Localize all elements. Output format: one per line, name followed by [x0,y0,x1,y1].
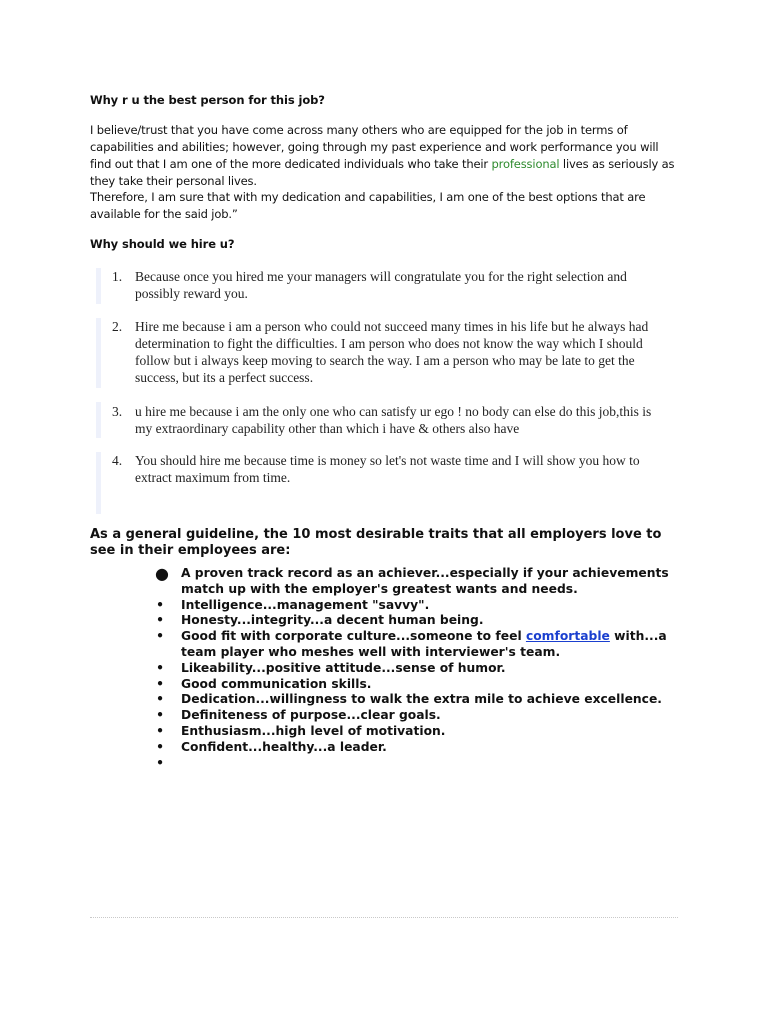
list-margin-bar [96,402,101,438]
list-item-text: Hire me because i am a person who could not succeed many times in his life but he always had determination to fight the difficulties. I am person who does not know the way which I should follow but i always keep moving to search the way. I am a person who may be late to get the success, but its a perfect success. [135,319,649,385]
bullet-icon: • [156,708,164,723]
list-item [155,677,695,693]
list-item [155,724,695,740]
list-margin-bar [96,452,101,514]
bullet-icon: • [156,739,164,754]
list-item [155,740,695,756]
bullet-icon: • [156,692,164,707]
traits-list [155,564,695,770]
list-item-number: 2. [112,319,123,334]
trait-text: Intelligence...management "savvy". [181,597,430,612]
bullet-icon: • [156,755,164,770]
trait-text: Definiteness of purpose...clear goals. [181,708,441,723]
list-item-number: 1. [112,269,123,284]
paragraph-intro [90,122,680,190]
paragraph-therefore: Therefore, I am sure that with my dedication and capabilities, I am one of the best options that are available for the said job.” [90,190,646,221]
bullet-icon: • [156,723,164,738]
trait-text: Good communication skills. [181,676,372,691]
trait-text: Likeability...positive attitude...sense of humor. [181,660,506,675]
list-margin-bar [96,318,101,388]
list-item-number: 3. [112,404,123,419]
list-item [155,613,695,629]
trait-text: Honesty...integrity...a decent human being. [181,613,484,628]
paragraph-intro-text-end: lives as seriously as they take their personal lives. [90,157,675,188]
list-item [155,629,695,661]
comfortable-link[interactable]: comfortable [525,629,610,644]
trait-text: Dedication...willingness to walk the extra mile to achieve excellence. [181,692,662,707]
professional-word: professional [491,157,560,171]
list-item-text: u hire me because i am the only one who can satisfy ur ego ! no body can else do this job,this is my extraordinary capability other than which i have & others also have [135,404,652,436]
heading-best-person: Why r u the best person for this job? [90,93,325,107]
bullet-icon: • [156,613,164,628]
bullet-icon: • [156,660,164,675]
list-item [155,598,695,614]
trait-text: Good fit with corporate culture...someone to feel [181,629,526,644]
bullet-icon: ● [155,564,169,583]
trait-text-end: with...a team player who meshes well with interviewer's team. [181,629,667,659]
bullet-icon: • [156,629,164,644]
list-margin-bar [96,268,101,304]
list-item-number: 4. [112,453,123,468]
paragraph-intro-text: I believe/trust that you have come across many others who are equipped for the job in terms of capabilities and abilities; however, going through my past experience and work performance you will find out that I am one of the more dedicated individuals who take their [90,123,659,171]
page-separator [90,917,678,918]
trait-text: Confident...healthy...a leader. [181,739,387,754]
list-item [155,661,695,677]
bullet-icon: • [156,597,164,612]
list-item [155,708,695,724]
list-item-text: Because once you hired me your managers will congratulate you for the right selection and possibly reward you. [135,269,627,301]
guideline-intro: As a general guideline, the 10 most desirable traits that all employers love to see in their employees are: [90,527,662,558]
list-item [155,692,695,708]
list-item [155,566,695,598]
trait-text: Enthusiasm...high level of motivation. [181,723,446,738]
trait-text: A proven track record as an achiever...especially if your achievements match up with the employer's greatest wants and needs. [181,566,669,596]
heading-why-hire: Why should we hire u? [90,237,235,251]
list-item-text: You should hire me because time is money so let's not waste time and I will show you how to extract maximum from time. [135,453,640,485]
bullet-icon: • [156,676,164,691]
